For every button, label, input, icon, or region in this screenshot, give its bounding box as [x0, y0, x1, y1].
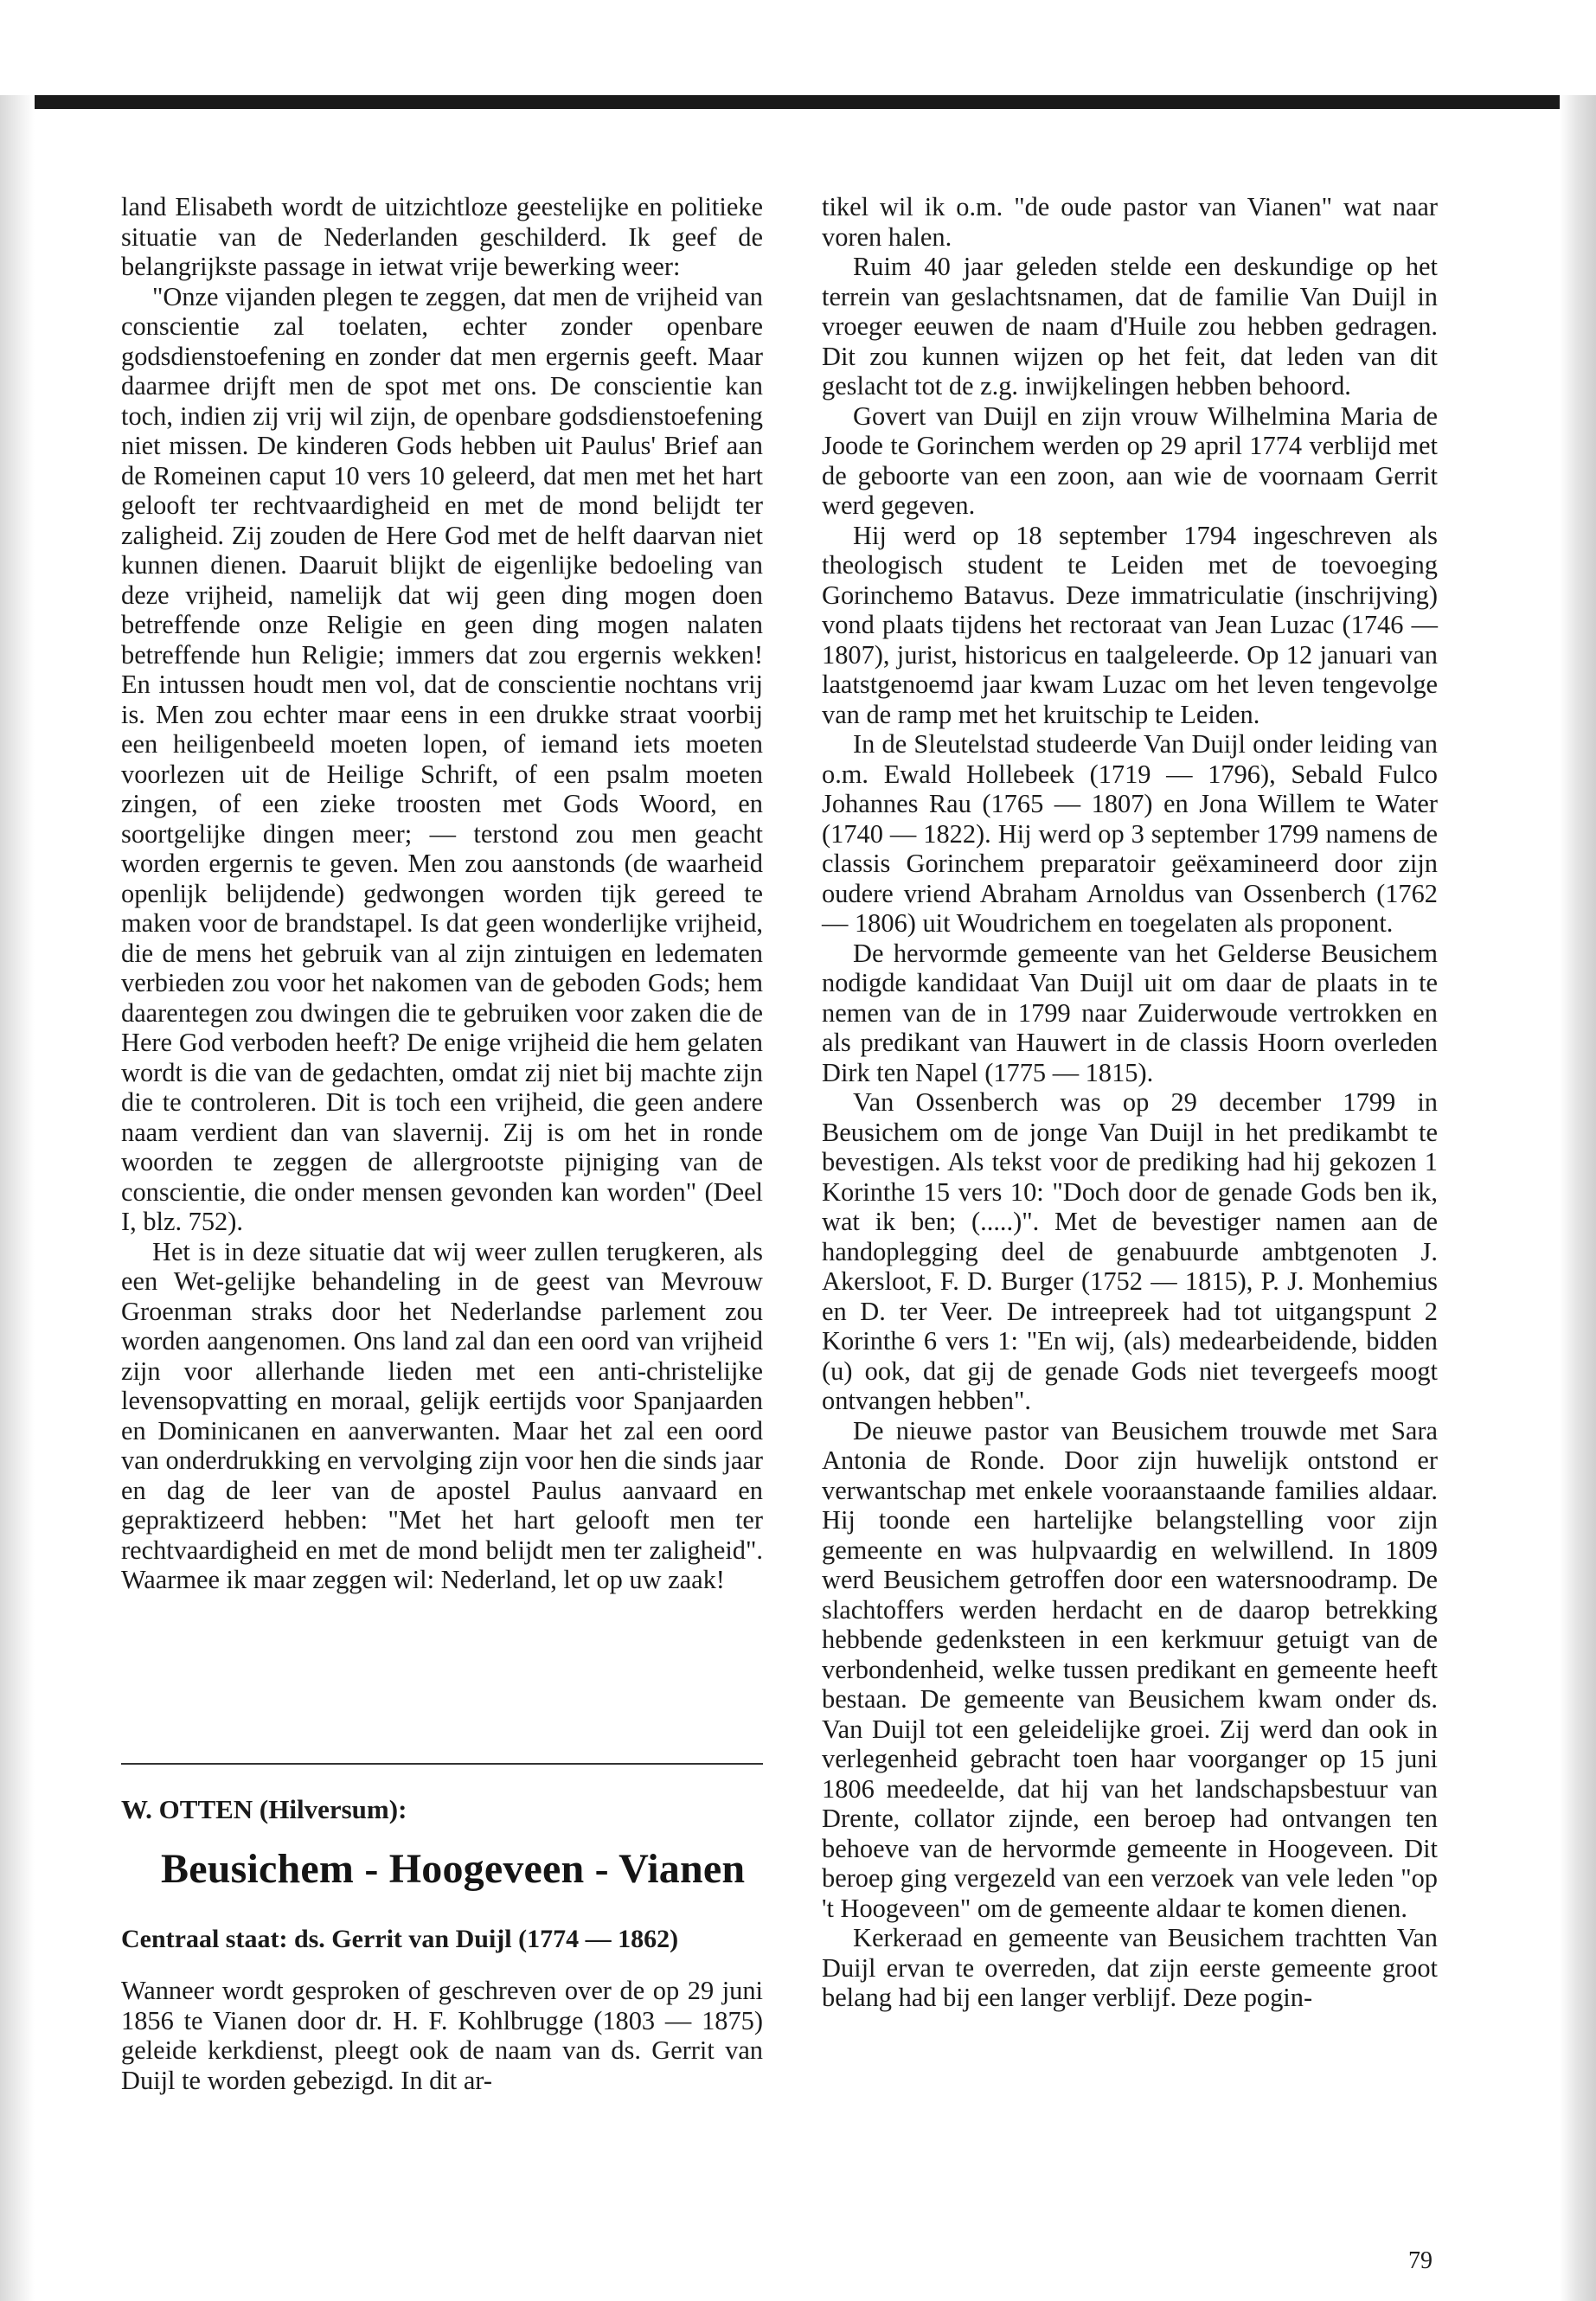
scan-border-right [1560, 95, 1596, 2301]
section-divider [121, 1763, 763, 1765]
left-paragraph: land Elisabeth wordt de uitzichtloze geestelijke en politieke situatie van de Nederlanden geschilderd. Ik geef de belangrijkste passage in ietwat vrije bewerking weer: [121, 192, 763, 281]
left-paragraph: "Onze vijanden plegen te zeggen, dat men de vrijheid van conscientie zal toelaten, echter zonder openbare godsdienstoefening en zonder dat men ergernis geeft. Maar daarmee drijft men de spot met ons. De conscientie kan toch, indien zij vrij wil zijn, de openbare godsdienstoefening niet missen. De kinderen Gods hebben uit Paulus' Brief aan de Romeinen caput 10 vers 10 geleerd, dat men met het hart gelooft ter rechtvaardigheid en met de mond belijdt ter zaligheid. Zij zouden de Here God met de helft daarvan niet kunnen dienen. Daaruit blijkt de eigenlijke bedoeling van deze vrijheid, namelijk dat wij geen ding mogen doen betreffende onze Religie en geen ding mogen nalaten betreffende hun Religie; immers dat zou ergernis wekken! En intussen houdt men vol, dat de conscientie nochtans vrij is. Men zou echter maar eens in een drukke straat voorbij een heiligenbeeld moeten lopen, of iemand iets moeten voorlezen uit de Heilige Schrift, of een psalm moeten zingen, of een zieke troosten met Gods Woord, en soortgelijke dingen meer; — terstond zou men geacht worden ergernis te geven. Men zou aanstonds (de waarheid openlijk belijdende) gedwongen worden tijk gereed te maken voor de brandstapel. Is dat geen wonderlijke vrijheid, die de mens het gebruik van al zijn zintuigen en ledematen verbieden zou voor het nakomen van de geboden Gods; hem daarentegen zou dwingen die te gebruiken voor zaken die de Here God verboden heeft? De enige vrijheid die hem gelaten wordt is die van de gedachten, omdat zij niet bij machte zijn die te controleren. Dit is toch een vrijheid, die geen andere naam verdient dan van slavernij. Zij is om het in ronde woorden te zeggen de allergrootste pijniging van de conscientie, die onder mensen gevonden kan worden" (Deel I, blz. 752). [121, 281, 763, 1236]
right-paragraph: Ruim 40 jaar geleden stelde een deskundige op het terrein van geslachtsnamen, dat de familie Van Duijl in vroeger eeuwen de naam d'Huile zou hebben gedragen. Dit zou kunnen wijzen op het feit, dat leden van dit geslacht tot de z.g. inwijkelingen hebben behoord. [822, 252, 1438, 401]
right-paragraph: Kerkeraad en gemeente van Beusichem trachtten Van Duijl ervan te overreden, dat zijn eerste gemeente groot belang had bij een langer verblijf. Deze pogin- [822, 1923, 1438, 2012]
left-column [121, 192, 763, 1595]
right-paragraph: Govert van Duijl en zijn vrouw Wilhelmina Maria de Joode te Gorinchem werden op 29 april 1774 verblijd met de geboorte van een zoon, aan wie de voornaam Gerrit werd gegeven. [822, 401, 1438, 520]
right-paragraph: Van Ossenberch was op 29 december 1799 in Beusichem om de jonge Van Duijl in het predikambt te bevestigen. Als tekst voor de prediking had hij gekozen 1 Korinthe 15 vers 10: "Doch door de genade Gods ben ik, wat ik ben; (.....)". Met de bevestiger namen aan de handoplegging deel de genabuurde ambtgenoten J. Akersloot, F. D. Burger (1752 — 1815), P. J. Monhemius en D. ter Veer. De intreepreek had tot uitgangspunt 2 Korinthe 6 vers 1: "En wij, (als) medearbeidende, bidden (u) ook, dat gij de genade Gods niet tevergeefs moogt ontvangen hebben". [822, 1087, 1438, 1415]
right-paragraph: tikel wil ik o.m. "de oude pastor van Vianen" wat naar voren halen. [822, 192, 1438, 252]
right-paragraph: De hervormde gemeente van het Gelderse Beusichem nodigde kandidaat Van Duijl uit om daar de plaats in te nemen van de in 1799 naar Zuiderwoude vertrokken en als predikant van Hauwert in de classis Hoorn overleden Dirk ten Napel (1775 — 1815). [822, 938, 1438, 1087]
right-column [822, 192, 1438, 2013]
right-paragraph: In de Sleutelstad studeerde Van Duijl onder leiding van o.m. Ewald Hollebeek (1719 — 1796), Sebald Fulco Johannes Rau (1765 — 1807) en Jona Willem te Water (1740 — 1822). Hij werd op 3 september 1799 namens de classis Gorinchem preparatoir geëxamineerd door zijn oudere vriend Abraham Arnoldus van Ossenberch (1762 — 1806) uit Woudrichem en toegelaten als proponent. [822, 729, 1438, 938]
article-subtitle: Centraal staat: ds. Gerrit van Duijl (1774 — 1862) [121, 1925, 679, 1953]
page-number: 79 [1408, 2247, 1433, 2274]
right-paragraph: De nieuwe pastor van Beusichem trouwde met Sara Antonia de Ronde. Door zijn huwelijk ontstond er verwantschap met enkele vooraanstaande families aldaar. Hij toonde een hartelijke belangstelling voor zijn gemeente en was hulpvaardig en welwillend. In 1809 werd Beusichem getroffen door een watersnoodramp. De slachtoffers werden herdacht en de daarop betrekking hebbende gedenksteen in een kerkmuur getuigt van de verbondenheid, welke tussen predikant en gemeente heeft bestaan. De gemeente van Beusichem kwam onder ds. Van Duijl tot een geleidelijke groei. Zij werd dan ook in verlegenheid gebracht toen haar voorganger op 15 juni 1806 meedeelde, dat hij van het landschapsbestuur van Drente, collator zijnde, een beroep had ontvangen ten behoeve van de hervormde gemeente in Hoogeveen. Dit beroep ging vergezeld van een verzoek van vele leden "op 't Hoogeveen" om de gemeente aldaar te komen dienen. [822, 1415, 1438, 1923]
scan-border-top [0, 95, 1596, 109]
article-intro: Wanneer wordt gesproken of geschreven over de op 29 juni 1856 te Vianen door dr. H. F. Kohlbrugge (1803 — 1875) geleide kerkdienst, pleegt ook de naam van ds. Gerrit van Duijl te worden gebezigd. In dit ar- [121, 1976, 763, 2095]
left-paragraph: Het is in deze situatie dat wij weer zullen terugkeren, als een Wet-gelijke behandeling in de geest van Mevrouw Groenman straks door het Nederlandse parlement zou worden aangenomen. Ons land zal dan een oord van vrijheid zijn voor allerhande lieden met een anti-christelijke levensopvatting en moraal, gelijk eertijds voor Spanjaarden en Dominicanen en aanverwanten. Maar het zal een oord van onderdrukking en vervolging zijn voor hen die sinds jaar en dag de leer van de apostel Paulus aanvaard en gepraktizeerd hebben: "Met het hart gelooft men ter rechtvaardigheid en met de mond belijdt men ter zaligheid". Waarmee ik maar zeggen wil: Nederland, let op uw zaak! [121, 1236, 763, 1594]
scan-border-left [0, 95, 35, 2301]
author-byline: W. OTTEN (Hilversum): [121, 1794, 407, 1824]
article-title: Beusichem - Hoogeveen - Vianen [161, 1846, 746, 1892]
right-paragraph: Hij werd op 18 september 1794 ingeschreven als theologisch student te Leiden met de toevoeging Gorinchemo Batavus. Deze immatriculatie (inschrijving) vond plaats tijdens het rectoraat van Jean Luzac (1746 — 1807), jurist, historicus en taalgeleerde. Op 12 januari van laatstgenoemd jaar kwam Luzac om het leven tengevolge van de ramp met het kruitschip te Leiden. [822, 520, 1438, 729]
